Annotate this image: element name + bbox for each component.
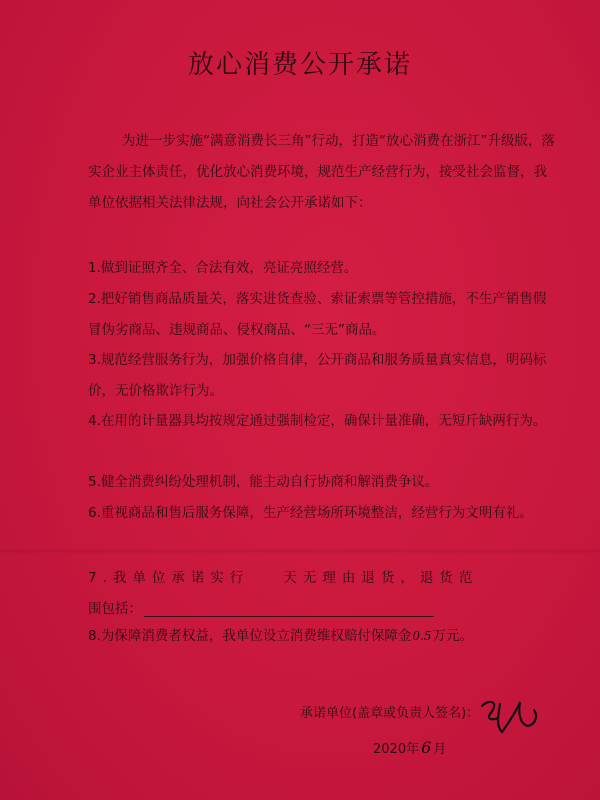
handwritten-signature [478, 694, 548, 738]
commitment-item-2: 2.把好销售商品质量关，落实进货查验、索证索票等管控措施，不生产销售假冒伪劣商品、违规商品、侵权商品、“三无”商品。 [88, 291, 547, 338]
commitment-item-8 [88, 621, 558, 652]
intro-paragraph: 为进一步实施“满意消费长三角”行动，打造“放心消费在浙江”升级版，落实企业主体责任，优化放心消费环境，规范生产经营行为，接受社会监督，我单位依据相关法律法规，向社会公开承诺如下： [88, 133, 555, 211]
item7-text-a: 7.我单位承诺实行 [88, 570, 250, 586]
handwritten-amount: 0.5 [412, 629, 432, 643]
item8-text: 8.为保障消费者权益，我单位设立消费维权赔付保障金 [88, 628, 412, 644]
commitment-item-6: 6.重视商品和售后服务保障，生产经营场所环境整洁，经营行为文明有礼。 [88, 505, 533, 521]
item8-suffix: 万元。 [432, 628, 473, 644]
item7-text-b: 天无理由退货，退货范 [283, 570, 479, 586]
item7-scope-blank [144, 600, 434, 617]
item7-text-c: 围包括： [88, 601, 142, 617]
commitment-item-4: 4.在用的计量器具均按规定通过强制检定，确保计量准确，无短斤缺两行为。 [88, 413, 547, 429]
signer-label: 承诺单位(盖章或负责人签名)： [300, 706, 480, 721]
date-year: 2020年 [373, 742, 420, 757]
commitment-item-7 [88, 563, 558, 625]
page-title: 放心消费公开承诺 [187, 50, 412, 80]
commitment-item-1: 1.做到证照齐全、合法有效，亮证亮照经营。 [88, 260, 358, 276]
paper-fold-line [0, 548, 600, 554]
commitment-item-5: 5.健全消费纠纷处理机制，能主动自行协商和解消费争议。 [88, 474, 439, 490]
date-month-label: 月 [433, 742, 447, 757]
date-line [373, 738, 446, 757]
commitment-item-3: 3.规范经营服务行为，加强价格自律，公开商品和服务质量真实信息，明码标价，无价格欺诈行为。 [88, 352, 547, 399]
date-month-handwritten: 6 [421, 738, 432, 757]
